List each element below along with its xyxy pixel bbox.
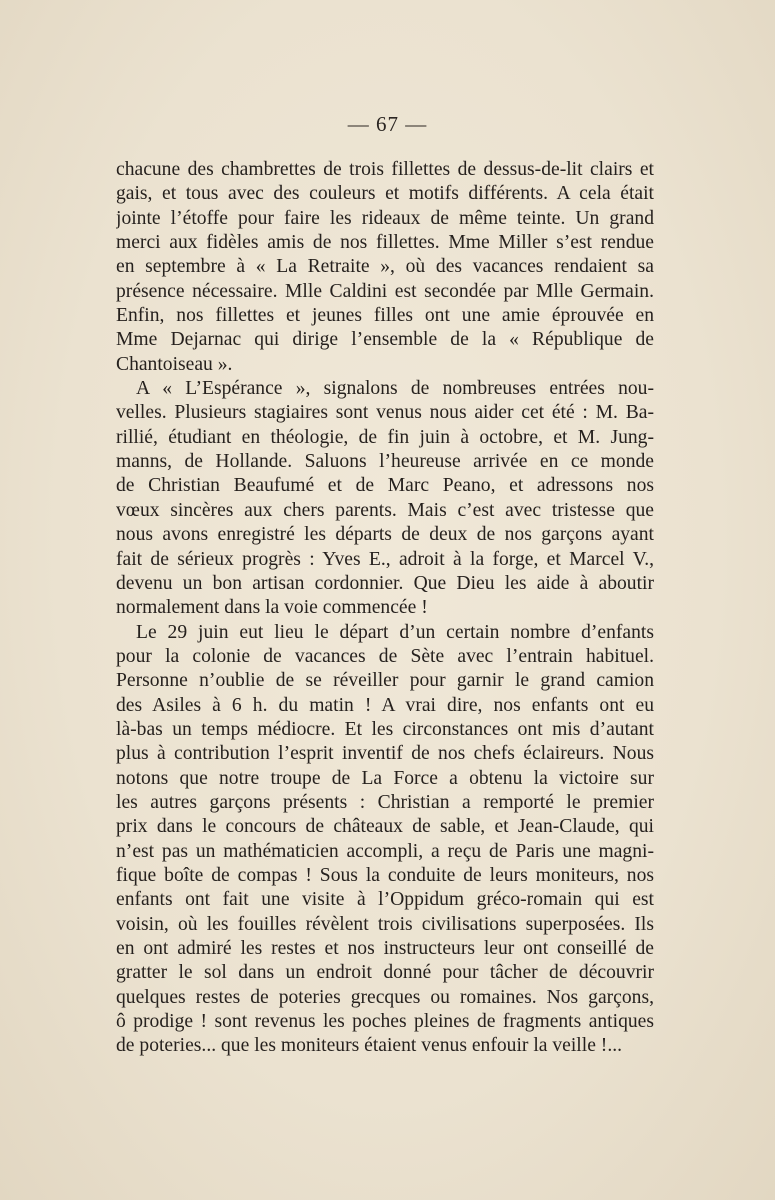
text-line: n’est pas un mathématicien accompli, a reçu de Paris une magni- xyxy=(116,840,654,862)
paragraph xyxy=(116,158,654,377)
text-line: présence nécessaire. Mlle Caldini est secondée par Mlle Germain. xyxy=(116,280,654,302)
text-line: Enfin, nos fillettes et jeunes filles ont une amie éprouvée en xyxy=(116,305,654,327)
text-line: de Christian Beaufumé et de Marc Peano, et adressons nos xyxy=(116,475,654,497)
text-line: pour la colonie de vacances de Sète avec l’entrain habituel. xyxy=(116,645,654,667)
text-line: jointe l’étoffe pour faire les rideaux de même teinte. Un grand xyxy=(116,207,654,229)
text-line: nous avons enregistré les départs de deux de nos garçons ayant xyxy=(116,524,654,546)
text-line: gratter le sol dans un endroit donné pour tâcher de découvrir xyxy=(116,962,654,984)
text-line: fait de sérieux progrès : Yves E., adroit à la forge, et Marcel V., xyxy=(116,548,654,570)
text-line: enfants ont fait une visite à l’Oppidum gréco-romain qui est xyxy=(116,889,654,911)
paragraph xyxy=(116,621,654,1059)
text-line: manns, de Hollande. Saluons l’heureuse arrivée en ce monde xyxy=(116,451,654,473)
text-line: ô prodige ! sont revenus les poches pleines de fragments antiques xyxy=(116,1011,654,1033)
text-line: Mme Dejarnac qui dirige l’ensemble de la « République de xyxy=(116,329,654,351)
text-line: Personne n’oublie de se réveiller pour garnir le grand camion xyxy=(116,670,654,692)
text-line: les autres garçons présents : Christian a remporté le premier xyxy=(116,791,654,813)
text-line: voisin, où les fouilles révèlent trois civilisations superposées. Ils xyxy=(116,913,654,935)
text-line: Le 29 juin eut lieu le départ d’un certain nombre d’enfants xyxy=(136,621,654,643)
text-line: vœux sincères aux chers parents. Mais c’est avec tristesse que xyxy=(116,499,654,521)
text-line: rillié, étudiant en théologie, de fin juin à octobre, et M. Jung- xyxy=(116,426,654,448)
text-line: là-bas un temps médiocre. Et les circonstances ont mis d’autant xyxy=(116,718,654,740)
text-line: merci aux fidèles amis de nos fillettes. Mme Miller s’est rendue xyxy=(116,232,654,254)
text-line: plus à contribution l’esprit inventif de nos chefs éclaireurs. Nous xyxy=(116,743,654,765)
text-line: chacune des chambrettes de trois fillettes de dessus-de-lit clairs et xyxy=(116,159,654,180)
text-line: Chantoiseau ». xyxy=(116,353,233,375)
paragraph xyxy=(116,377,654,620)
page-number: — 67 — xyxy=(347,112,428,136)
text-line: normalement dans la voie commencée ! xyxy=(116,597,428,619)
text-line: des Asiles à 6 h. du matin ! A vrai dire, nos enfants ont eu xyxy=(116,694,654,716)
text-line: velles. Plusieurs stagiaires sont venus nous aider cet été : M. Ba- xyxy=(116,402,654,424)
text-line: notons que notre troupe de La Force a obtenu la victoire sur xyxy=(116,767,654,789)
text-line: en septembre à « La Retraite », où des vacances rendaient sa xyxy=(116,256,654,278)
text-line: de poteries... que les moniteurs étaient venus enfouir la veille !... xyxy=(116,1035,623,1057)
text-line: prix dans le concours de châteaux de sable, et Jean-Claude, qui xyxy=(116,816,654,838)
text-line: fique boîte de compas ! Sous la conduite de leurs moniteurs, nos xyxy=(116,864,654,886)
text-line: gais, et tous avec des couleurs et motifs différents. A cela était xyxy=(116,183,654,205)
text-line: A « L’Espérance », signalons de nombreuses entrées nou- xyxy=(136,378,654,400)
body-text xyxy=(116,158,654,1059)
text-line: quelques restes de poteries grecques ou romaines. Nos garçons, xyxy=(116,986,654,1008)
text-line: en ont admiré les restes et nos instructeurs leur ont conseillé de xyxy=(116,938,654,959)
text-line: devenu un bon artisan cordonnier. Que Dieu les aide à aboutir xyxy=(116,572,654,594)
